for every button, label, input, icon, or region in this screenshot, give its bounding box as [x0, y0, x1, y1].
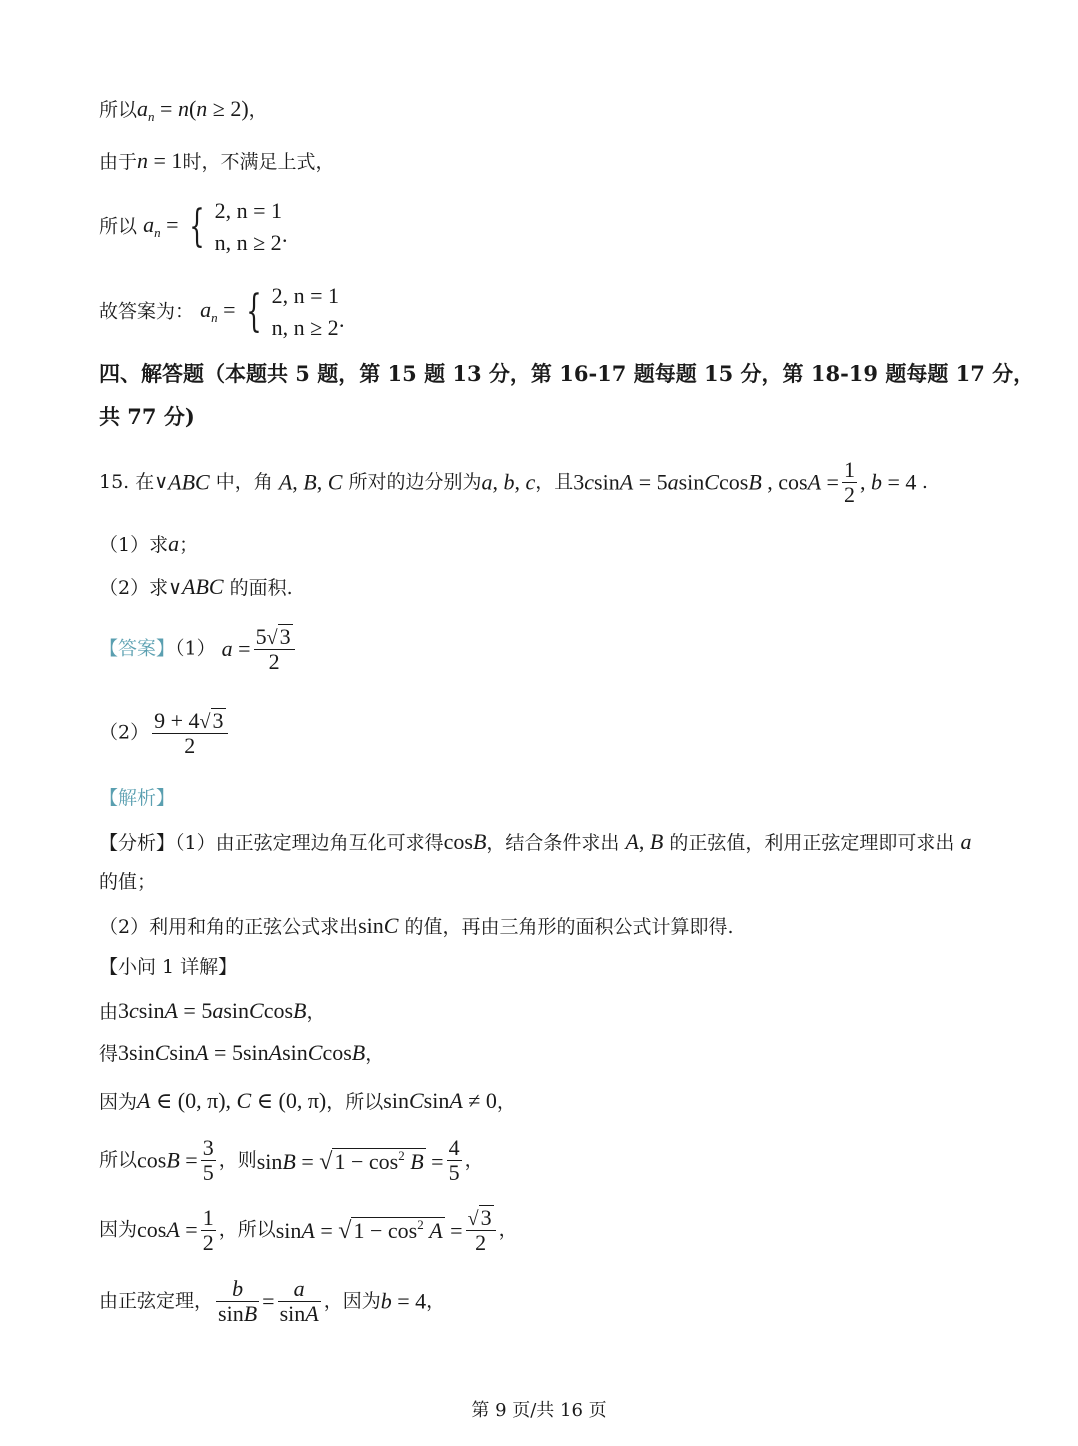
question-15-part2: [99, 576, 293, 598]
line-answer-piecewise: [99, 280, 345, 344]
analysis-tag: 【解析】: [99, 787, 176, 809]
answer-label-2: （2）: [99, 721, 150, 744]
text-prefix: （1）求: [99, 534, 169, 556]
text-suffix: 时，不满足上式，: [182, 151, 335, 173]
text-end: ，: [498, 1218, 518, 1241]
fraction-b-sinB: $\frac{b}{\sin B}$: [218, 1276, 258, 1327]
math-a: a: [960, 829, 972, 854]
math-an: $a_n$ =: [143, 212, 179, 241]
text-end: ，: [464, 1149, 484, 1172]
text-end: 的面积.: [229, 577, 293, 599]
question-15-part1: [99, 533, 198, 555]
period: .: [282, 221, 288, 247]
cases-block: [272, 280, 339, 344]
text-end: ，: [248, 99, 268, 121]
derivation-2: [99, 1042, 384, 1064]
detail-tag: 【小问 1 详解】: [99, 956, 238, 978]
text-a: （2）利用和角的正弦公式求出: [99, 916, 359, 938]
text-prefix: 由: [99, 1001, 119, 1023]
text-end: ，: [365, 1043, 385, 1065]
text-prefix: 由于: [99, 151, 138, 173]
math-an-eq-n: $a_n = n(n \ge 2)$: [137, 96, 249, 124]
math-AB: A: [625, 829, 639, 854]
math-nonzero: sinCsinA ≠ 0: [383, 1088, 497, 1113]
math-a-eq: a =: [221, 636, 251, 662]
math-sinA-eq: $\sin A = √1 - \cos^2 A$ =: [275, 1217, 463, 1245]
case-1: 2, n = 1: [271, 283, 339, 308]
text-mid2: 所对的边分别为: [348, 471, 482, 494]
text-a: （1）由正弦定理边角互化可求得: [175, 832, 444, 854]
text-end: ，: [496, 1091, 516, 1113]
math-abc: ABC: [168, 469, 210, 495]
left-brace-icon: {: [245, 285, 262, 337]
text-mid: ，所以: [326, 1091, 384, 1113]
text-mid: ，因为: [323, 1290, 381, 1313]
math-b-eq-4: , b = 4: [859, 469, 922, 495]
text-prefix: 15. 在∨: [99, 471, 169, 494]
math-cosB: cosB: [443, 829, 487, 854]
text-prefix: 得: [99, 1043, 119, 1065]
math-sinC: sinC: [358, 913, 399, 938]
text-prefix: 故答案为：: [99, 300, 195, 323]
math-a: a: [168, 531, 180, 556]
math-n-eq-1: n = 1: [137, 148, 183, 173]
fraction-5-sqrt3-over-2: $\frac{5√3}{2}$: [254, 624, 295, 674]
fraction-one-half: $\frac{1}{2}$: [843, 457, 855, 508]
text-mid3: ，且: [535, 471, 574, 494]
math-an: $a_n$ =: [200, 297, 236, 326]
text-prefix: 所以: [99, 215, 138, 238]
math-cosA-eq: cosA =: [137, 1217, 198, 1243]
text-end: ；: [179, 534, 199, 556]
text-mid: ，则: [218, 1149, 257, 1172]
text-end: .: [921, 471, 928, 494]
derivation-6: 由正弦定理， $\frac{b}{\sin B}$ = $\frac{a}{\sin A}$ ，因为b = 4，: [99, 1276, 446, 1327]
case-2: n, n ≥ 2: [271, 314, 339, 340]
math-b-eq-4: b = 4: [380, 1288, 427, 1314]
line-piecewise-1: [99, 195, 288, 259]
period: .: [339, 306, 345, 332]
section-heading-line1: 四、解答题（本题共 5 题，第 15 题 13 分，第 16-17 题每题 15 分，第 18-19 题每题 17 分，: [99, 361, 1035, 386]
line-n-equals-1: [99, 150, 334, 172]
answer-part1: [99, 624, 298, 674]
text-prefix: （2）求∨: [99, 577, 182, 599]
text-c: 的正弦值，利用正弦定理即可求出: [669, 832, 955, 854]
math-sine-form: 3sinCsinA = 5sinAsinCcosB: [118, 1040, 366, 1065]
fraction-1-2: $\frac{1}{2}$: [202, 1204, 214, 1255]
answer-part2: [99, 708, 231, 758]
line-an-equals-n: [99, 98, 268, 123]
math-condition: 3csinA = 5asinCcosB: [118, 998, 307, 1023]
fenxi-tag: 【分析】: [99, 832, 176, 854]
math-cosB-eq: cosB =: [137, 1147, 198, 1173]
text-prefix: 由正弦定理，: [99, 1290, 214, 1313]
derivation-1: [99, 1000, 326, 1022]
math-angles: A: [278, 469, 293, 495]
derivation-5: [99, 1205, 518, 1255]
fenxi-line2: [99, 915, 734, 937]
text-end: ，: [306, 1001, 326, 1023]
fraction-4-5: $\frac{4}{5}$: [448, 1135, 460, 1186]
fenxi-line1: 【分析】（1）由正弦定理边角互化可求得cosB，结合条件求出 A, B 的正弦值，利用正弦定理即可求出 a: [99, 829, 972, 854]
fenxi-line1-cont: 的值；: [99, 871, 157, 893]
answer-tag: 【答案】: [99, 637, 176, 660]
text-b: 的值，再由三角形的面积公式计算即得.: [404, 916, 734, 938]
math-sinB-eq: $\sin B = √1 - \cos^2 B$ =: [256, 1147, 444, 1175]
page-footer: 第 9 页/共 16 页: [471, 1400, 607, 1421]
text-mid1: 中，角: [215, 471, 273, 494]
left-brace-icon: {: [188, 200, 205, 252]
fraction-a-sinA: $\frac{a}{\sin A}$: [279, 1276, 319, 1327]
answer-label-1: （1）: [175, 637, 216, 660]
fraction-sqrt3-2: $\frac{√3}{2}$: [466, 1205, 496, 1255]
derivation-3: [99, 1090, 516, 1112]
math-condition: 3csinA = 5asinCcosB , cosA =: [573, 469, 839, 495]
cases-block: [215, 195, 282, 259]
case-1: 2, n = 1: [214, 198, 282, 223]
text-b: ，结合条件求出: [486, 832, 620, 854]
case-2: n, n ≥ 2: [214, 229, 282, 255]
fraction-9-plus-4sqrt3-over-2: $\frac{9 + 4√3}{2}$: [152, 708, 227, 758]
derivation-4: [99, 1136, 484, 1185]
math-range: A ∈ (0, π), C ∈ (0, π): [137, 1088, 327, 1113]
text-end: ，: [426, 1290, 446, 1313]
text-prefix: 因为: [99, 1218, 138, 1241]
text-prefix: 所以: [99, 99, 138, 121]
math-abc: ABC: [182, 574, 224, 599]
text-prefix: 所以: [99, 1149, 138, 1172]
section-heading-line2: 共 77 分): [99, 404, 195, 429]
math-sides: a, b, c: [481, 469, 536, 495]
text-mid: ，所以: [218, 1218, 276, 1241]
question-15: 15. 在∨ABC 中，角 A, B, C 所对的边分别为a, b, c，且3csinA = 5asinCcosB , cosA = $\frac{1}{2}$ , b = 4 .: [99, 457, 928, 508]
fraction-3-5: $\frac{3}{5}$: [202, 1135, 214, 1186]
text-prefix: 因为: [99, 1091, 138, 1113]
